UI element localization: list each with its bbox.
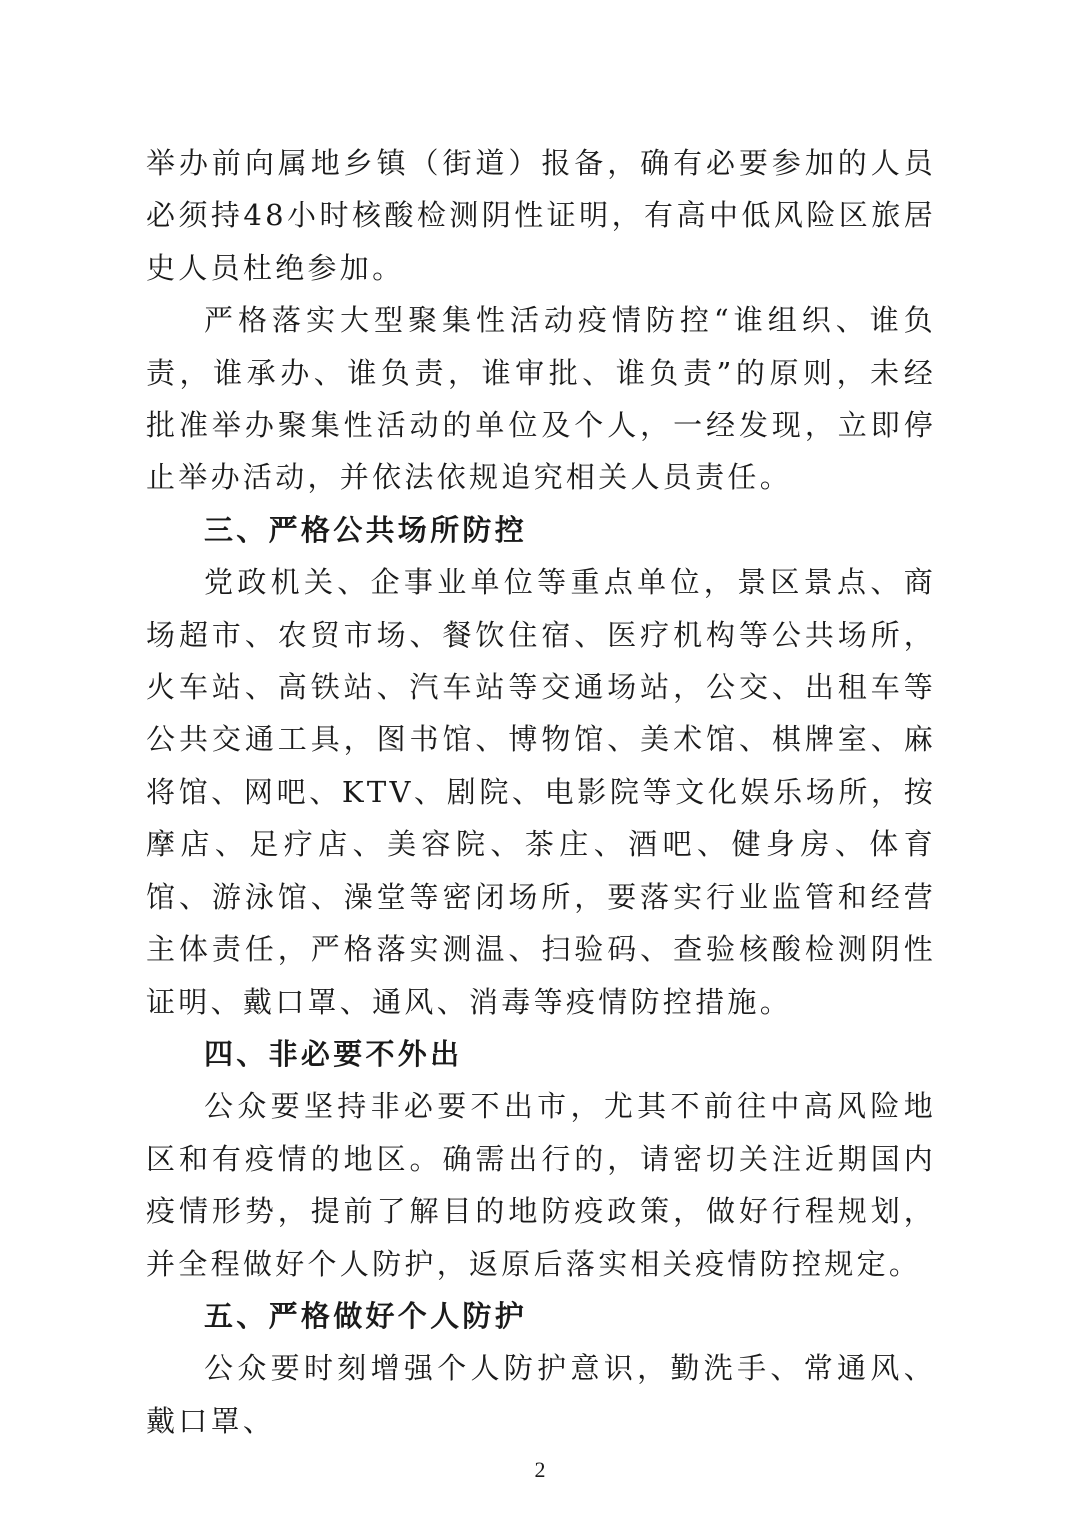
document-body	[146, 137, 936, 1447]
paragraph-public-places: 党政机关、企事业单位等重点单位，景区景点、商场超市、农贸市场、餐饮住宿、医疗机构等公共场所，火车站、高铁站、汽车站等交通场站，公交、出租车等公共交通工具，图书馆、博物馆、美术馆、棋牌室、麻将馆、网吧、KTV、剧院、电影院等文化娱乐场所，按摩店、足疗店、美容院、茶庄、酒吧、健身房、体育馆、游泳馆、澡堂等密闭场所，要落实行业监管和经营主体责任，严格落实测温、扫验码、查验核酸检测阴性证明、戴口罩、通风、消毒等疫情防控措施。	[146, 565, 936, 1019]
section-heading-public-places: 三、严格公共场所防控	[204, 512, 528, 547]
paragraph-no-travel: 公众要坚持非必要不出市，尤其不前往中高风险地区和有疫情的地区。确需出行的，请密切关注近期国内疫情形势，提前了解目的地防疫政策，做好行程规划，并全程做好个人防护，返原后落实相关疫情防控规定。	[146, 1089, 936, 1281]
paragraph-personal-protection: 公众要时刻增强个人防护意识，勤洗手、常通风、戴口罩、	[146, 1351, 936, 1438]
section-heading-personal-protection: 五、严格做好个人防护	[204, 1298, 528, 1333]
paragraph-gathering-responsibility: 严格落实大型聚集性活动疫情防控“谁组织、谁负责，谁承办、谁负责，谁审批、谁负责”的原则，未经批准举办聚集性活动的单位及个人，一经发现，立即停止举办活动，并依法依规追究相关人员责任。	[146, 303, 936, 495]
section-heading-no-travel: 四、非必要不外出	[204, 1036, 463, 1071]
page-number: 2	[534, 1457, 546, 1482]
paragraph-gathering-reporting: 举办前向属地乡镇（街道）报备，确有必要参加的人员必须持48小时核酸检测阴性证明，有高中低风险区旅居史人员杜绝参加。	[146, 146, 936, 285]
